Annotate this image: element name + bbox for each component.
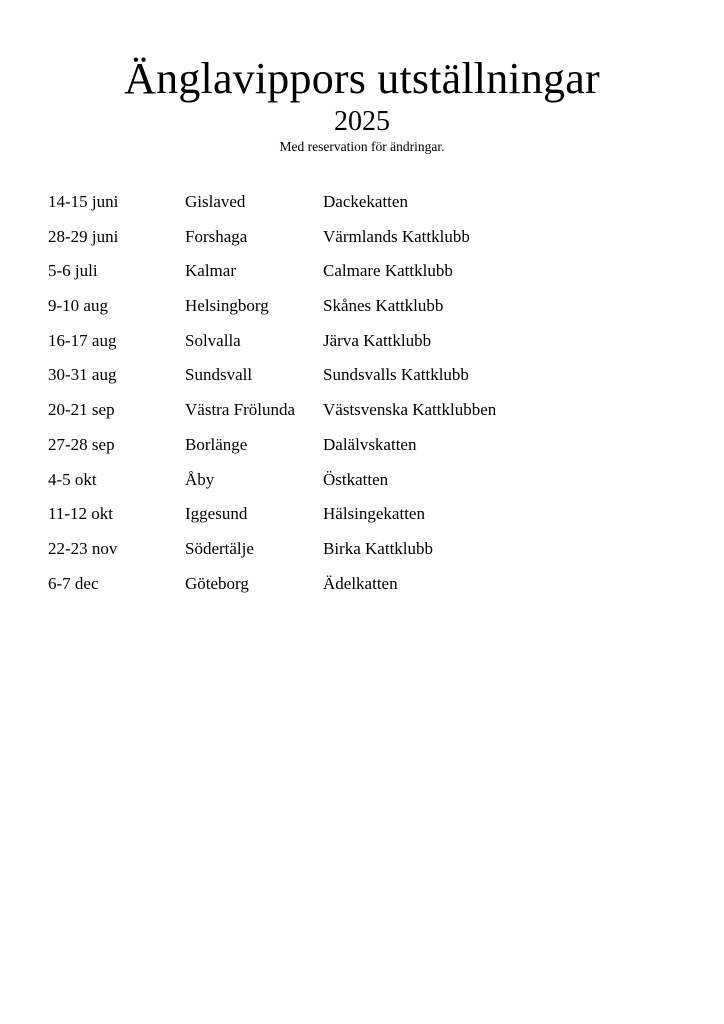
schedule-city: Sundsvall [185,365,253,385]
schedule-date: 27-28 sep [48,434,115,454]
schedule-row [48,433,688,468]
schedule-club: Värmlands Kattklubb [323,226,470,246]
schedule-club: Dalälvskatten [323,434,417,454]
schedule-club: Hälsingekatten [323,504,425,524]
schedule-date: 30-31 aug [48,365,117,385]
schedule-date: 28-29 juni [48,226,119,246]
schedule-date: 16-17 aug [48,330,117,350]
schedule-city: Åby [185,469,215,489]
schedule-row [48,572,688,607]
schedule-row [48,259,688,294]
schedule-club: Ädelkatten [323,573,398,593]
schedule-club: Östkatten [323,469,389,489]
schedule-club: Järva Kattklubb [323,330,432,350]
schedule-city: Västra Frölunda [185,400,296,420]
schedule-row [48,468,688,503]
schedule-row [48,502,688,537]
schedule-club: Calmare Kattklubb [323,261,453,281]
schedule-date: 22-23 nov [48,538,118,558]
schedule-club: Västsvenska Kattklubben [323,400,497,420]
schedule-date: 11-12 okt [48,504,114,524]
schedule-row [48,398,688,433]
schedule-date: 5-6 juli [48,261,98,281]
schedule-city: Kalmar [185,261,236,281]
schedule-date: 14-15 juni [48,192,119,211]
schedule-club: Sundsvalls Kattklubb [323,365,469,385]
schedule-city: Iggesund [185,504,248,524]
schedule-club: Skånes Kattklubb [323,296,444,316]
schedule-row [48,294,688,329]
schedule-club: Birka Kattklubb [323,538,434,558]
schedule-city: Göteborg [185,573,249,593]
schedule-row [48,329,688,364]
schedule-date: 6-7 dec [48,573,99,593]
schedule-date: 20-21 sep [48,400,115,420]
schedule-row [48,537,688,572]
schedule-club: Dackekatten [323,192,408,211]
page-year: 2025 [334,106,390,137]
schedule-row [48,363,688,398]
schedule-city: Forshaga [185,226,248,246]
schedule-city: Södertälje [185,538,254,558]
schedule-city: Solvalla [185,330,241,350]
schedule-city: Gislaved [185,192,246,211]
schedule-date: 9-10 aug [48,296,108,316]
schedule-city: Borlänge [185,434,248,454]
schedule-row [48,225,688,260]
reservation-note: Med reservation för ändringar. [279,139,445,154]
schedule-row [48,190,688,225]
exhibition-schedule [48,190,688,606]
page-title: Änglavippors utställningar [124,54,600,103]
schedule-city: Helsingborg [185,296,269,316]
schedule-date: 4-5 okt [48,469,97,489]
